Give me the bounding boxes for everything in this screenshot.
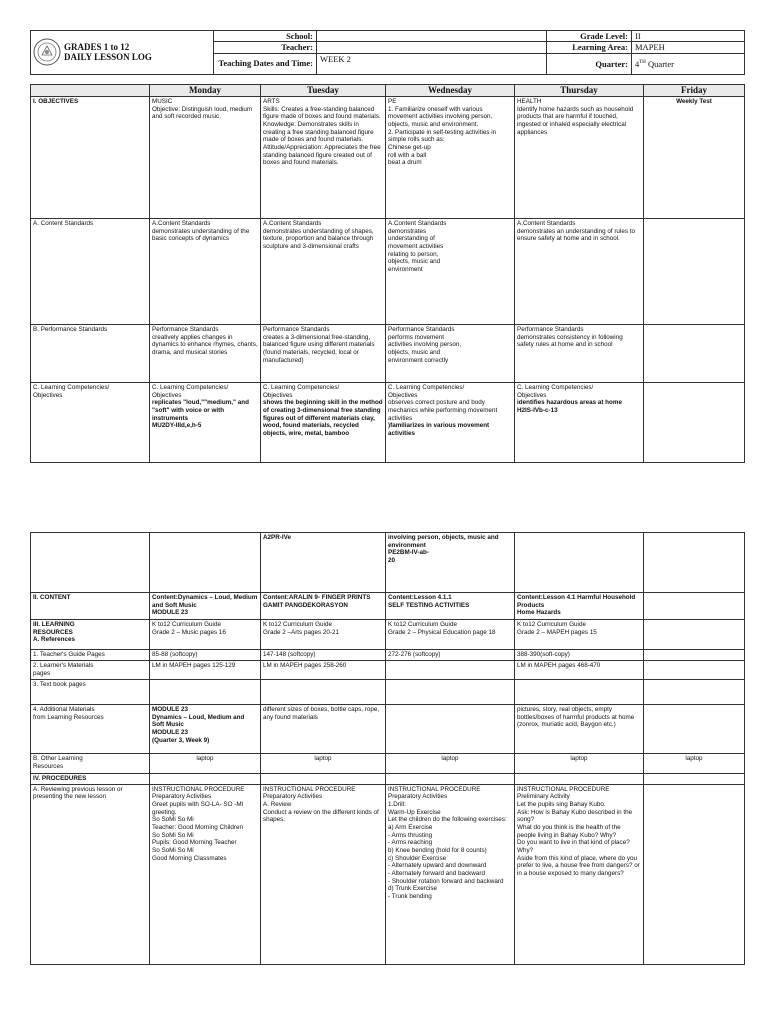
teachers-guide-wednesday: 272-276 (softcopy) xyxy=(386,650,515,661)
other-resources-monday: laptop xyxy=(150,754,261,774)
row-label-learners-materials: 2. Learner's Materials pages xyxy=(31,661,150,680)
objectives-monday: MUSIC Objective: Distinguish loud, medium and soft recorded music. xyxy=(150,97,261,219)
additional-materials-wednesday xyxy=(386,705,515,754)
day-header-tuesday: Tuesday xyxy=(261,85,386,97)
additional-materials-monday: MODULE 23 Dynamics – Loud, Medium and Soft Music MODULE 23 (Quarter 3, Week 9) xyxy=(150,705,261,754)
resources-wednesday: K to12 Curriculum Guide Grade 2 – Physical Education page 18 xyxy=(386,620,515,650)
performance-standards-tuesday: Performance Standards creates a 3-dimensional free-standing, balanced figure using different materials (found materials, recycled, local or manufactured) xyxy=(261,325,386,383)
school-label: School: xyxy=(214,31,317,42)
teachers-guide-row xyxy=(31,650,745,661)
learners-materials-monday: LM in MAPEH pages 125-129 xyxy=(150,661,261,680)
row-label-procedures: IV. PROCEDURES xyxy=(31,774,150,785)
quarter-label: Quarter: xyxy=(547,53,632,74)
other-resources-thursday: laptop xyxy=(515,754,644,774)
header-table xyxy=(30,30,745,75)
day-header-friday: Friday xyxy=(644,85,745,97)
competencies-row xyxy=(31,383,745,463)
corner-cell xyxy=(31,85,150,97)
area-label: Learning Area: xyxy=(547,42,632,53)
objectives-thursday: HEALTH Identify home hazards such as household products that are harmful if touched, ingested or inhaled especially electrical appliances xyxy=(515,97,644,219)
content-standards-wednesday: A.Content Standards demonstrates understanding of movement activities relating to person, objects, music and environment xyxy=(386,219,515,325)
performance-standards-wednesday: Performance Standards performs movement activities involving person, objects, music and environment correctly xyxy=(386,325,515,383)
quarter-value: 4TH Quarter xyxy=(632,53,745,74)
grade-label: Grade Level: xyxy=(547,31,632,42)
title-line-1: GRADES 1 to 12 xyxy=(64,41,130,52)
objectives-wednesday: PE 1. Familiarize oneself with various movement activities involving person, objects, music and environment. 2. Participate in self-testing activities in simple rolls such as: Chinese get-up roll with a ball beat a drum xyxy=(386,97,515,219)
procedures-row xyxy=(31,774,745,785)
resources-row xyxy=(31,620,745,650)
day-header-monday: Monday xyxy=(150,85,261,97)
day-header-thursday: Thursday xyxy=(515,85,644,97)
row-label-resources: III. LEARNING RESOURCES A. References xyxy=(31,620,150,650)
performance-standards-friday xyxy=(644,325,745,383)
objectives-table xyxy=(30,84,745,463)
reviewing-row xyxy=(31,784,745,964)
additional-materials-tuesday: different sizes of boxes, bottle caps, rope, any found materials xyxy=(261,705,386,754)
performance-standards-thursday: Performance Standards demonstrates consistency in following safety rules at home and in school xyxy=(515,325,644,383)
content-row xyxy=(31,593,745,620)
textbook-row xyxy=(31,680,745,705)
school-value xyxy=(317,31,547,42)
resources-monday: K to12 Curriculum Guide Grade 2 – Music pages 16 xyxy=(150,620,261,650)
day-header-wednesday: Wednesday xyxy=(386,85,515,97)
objectives-tuesday: ARTS Skills: Creates a free-standing balanced figure made of boxes and found materials. Knowledge: Demonstrates skills in creating a free standing balanced figure made of boxes and found materials. Attitude/Appreciation: Appreciates the free standing balanced figure created out of boxes and found materials. xyxy=(261,97,386,219)
learners-materials-wednesday xyxy=(386,661,515,680)
performance-standards-monday: Performance Standards creatively applies changes in dynamics to enhance rhymes, chants, drama, and musical stories xyxy=(150,325,261,383)
other-resources-friday: laptop xyxy=(644,754,745,774)
competencies-wednesday: C. Learning Competencies/ Objectives observes correct posture and body mechanics while performing movement activities )familiarizes in various movement activities xyxy=(386,383,515,463)
title-line-2: DAILY LESSON LOG xyxy=(64,52,152,63)
other-resources-tuesday: laptop xyxy=(261,754,386,774)
competencies-tuesday: C. Learning Competencies/ Objectives shows the beginning skill in the method of creating 3-dimensional free standing figures out of different materials clay, wood, found materials, recycled objects, wire, metal, bamboo xyxy=(261,383,386,463)
area-value: MAPEH xyxy=(632,42,745,53)
resources-tuesday: K to12 Curriculum Guide Grade 2 –Arts pages 20-21 xyxy=(261,620,386,650)
teachers-guide-thursday: 388-390(soft-copy) xyxy=(515,650,644,661)
logo-title-cell xyxy=(31,31,214,75)
row-label-content-standards: A. Content Standards xyxy=(31,219,150,325)
competencies-thursday: C. Learning Competencies/ Objectives identifies hazardous areas at home H2IS-IVb-c-13 xyxy=(515,383,644,463)
objectives-friday: Weekly Test xyxy=(644,97,745,219)
row-label-teachers-guide: 1. Teacher's Guide Pages xyxy=(31,650,150,661)
teacher-value xyxy=(317,42,547,53)
objectives-row xyxy=(31,97,745,219)
reviewing-monday: INSTRUCTIONAL PROCEDURE Preparatory Activities Greet pupils with SO-LA- SO -MI greeting. So SoMi So Mi Teacher: Good Morning Children So SoMi So Mi Pupils: Good Morning Teacher So SoMi So Mi Good Morning Classmates xyxy=(150,784,261,964)
learners-materials-thursday: LM in MAPEH pages 468-470 xyxy=(515,661,644,680)
continuation-row xyxy=(31,533,745,593)
learners-materials-tuesday: LM in MAPEH pages 258-260 xyxy=(261,661,386,680)
performance-standards-row xyxy=(31,325,745,383)
teachers-guide-monday: 85-88 (softcopy) xyxy=(150,650,261,661)
row-label-additional-materials: 4. Additional Materials from Learning Resources xyxy=(31,705,150,754)
additional-materials-thursday: pictures, story, real objects, empty bottles/boxes of harmful products at home (zonrox, muriatic acid, Baygon etc.) xyxy=(515,705,644,754)
reviewing-tuesday: INSTRUCTIONAL PROCEDURE Preparatory Activities A. Review Conduct a review on the different kinds of shapes. xyxy=(261,784,386,964)
content-tuesday: Content:ARALIN 9- FINGER PRINTS GAMIT PANGDEKORASYON xyxy=(261,593,386,620)
content-thursday: Content:Lesson 4.1 Harmful Household Products Home Hazards xyxy=(515,593,644,620)
row-label-content: II. CONTENT xyxy=(31,593,150,620)
learners-materials-row xyxy=(31,661,745,680)
content-monday: Content:Dynamics – Loud, Medium and Soft Music MODULE 23 xyxy=(150,593,261,620)
continuation-tuesday: A2PR-IVe xyxy=(261,533,386,593)
teachers-guide-tuesday: 147-148 (softcopy) xyxy=(261,650,386,661)
row-label-textbook: 3. Text book pages xyxy=(31,680,150,705)
other-resources-wednesday: laptop xyxy=(386,754,515,774)
competencies-friday xyxy=(644,383,745,463)
content-procedures-table xyxy=(30,532,745,965)
resources-thursday: K to12 Curriculum Guide Grade 2 – MAPEH pages 15 xyxy=(515,620,644,650)
row-label-competencies: C. Learning Competencies/ Objectives xyxy=(31,383,150,463)
content-standards-tuesday: A.Content Standards demonstrates understanding of shapes, texture, proportion and balance through sculpture and 3-dimensional crafts xyxy=(261,219,386,325)
content-standards-row xyxy=(31,219,745,325)
row-label-performance-standards: B. Performance Standards xyxy=(31,325,150,383)
content-wednesday: Content:Lesson 4.1.1 SELF TESTING ACTIVITIES xyxy=(386,593,515,620)
content-standards-monday: A.Content Standards demonstrates understanding of the basic concepts of dynamics xyxy=(150,219,261,325)
additional-materials-row xyxy=(31,705,745,754)
dates-value: WEEK 2 xyxy=(317,53,547,74)
teacher-label: Teacher: xyxy=(214,42,317,53)
content-standards-thursday: A.Content Standards demonstrates an understanding of rules to ensure safety at home and in school. xyxy=(515,219,644,325)
reviewing-wednesday: INSTRUCTIONAL PROCEDURE Preparatory Activities 1.Drill: Warm-Up Exercise Let the children do the following exercises: a) Arm Exercise - Arms thrusting - Arms reaching b) Knee bending (hold for 8 counts) c) Shoulder Exercise - Alternately upward and downward - Alternately forward and backward - Shoulder rotation forward and backward d) Trunk Exercise - Trunk bending xyxy=(386,784,515,964)
row-label-objectives: I. OBJECTIVES xyxy=(31,97,150,219)
deped-seal-icon xyxy=(33,38,61,66)
content-standards-friday xyxy=(644,219,745,325)
continuation-wednesday: involving person, objects, music and environment PE2BM-IV-ab- 20 xyxy=(386,533,515,593)
row-label-other-resources: B. Other Learning Resources xyxy=(31,754,150,774)
dates-label: Teaching Dates and Time: xyxy=(214,53,317,74)
row-label-reviewing: A. Reviewing previous lesson or presenting the new lesson xyxy=(31,784,150,964)
reviewing-thursday: INSTRUCTIONAL PROCEDURE Preliminary Activity Let the pupils sing Bahay Kubo. Ask: How is Bahay Kubo described in the song? What do you think is the health of the people living in Bahay Kubo? Why? Do you want to live in that kind of place? Why? Aside from this kind of place, where do you prefer to live, a house free from dangers? or in a house exposed to many dangers? xyxy=(515,784,644,964)
competencies-monday: C. Learning Competencies/ Objectives replicates "loud,""medium," and "soft" with voice or with instruments MU2DY-IIId,e,h-5 xyxy=(150,383,261,463)
other-resources-row xyxy=(31,754,745,774)
grade-value: II xyxy=(632,31,745,42)
